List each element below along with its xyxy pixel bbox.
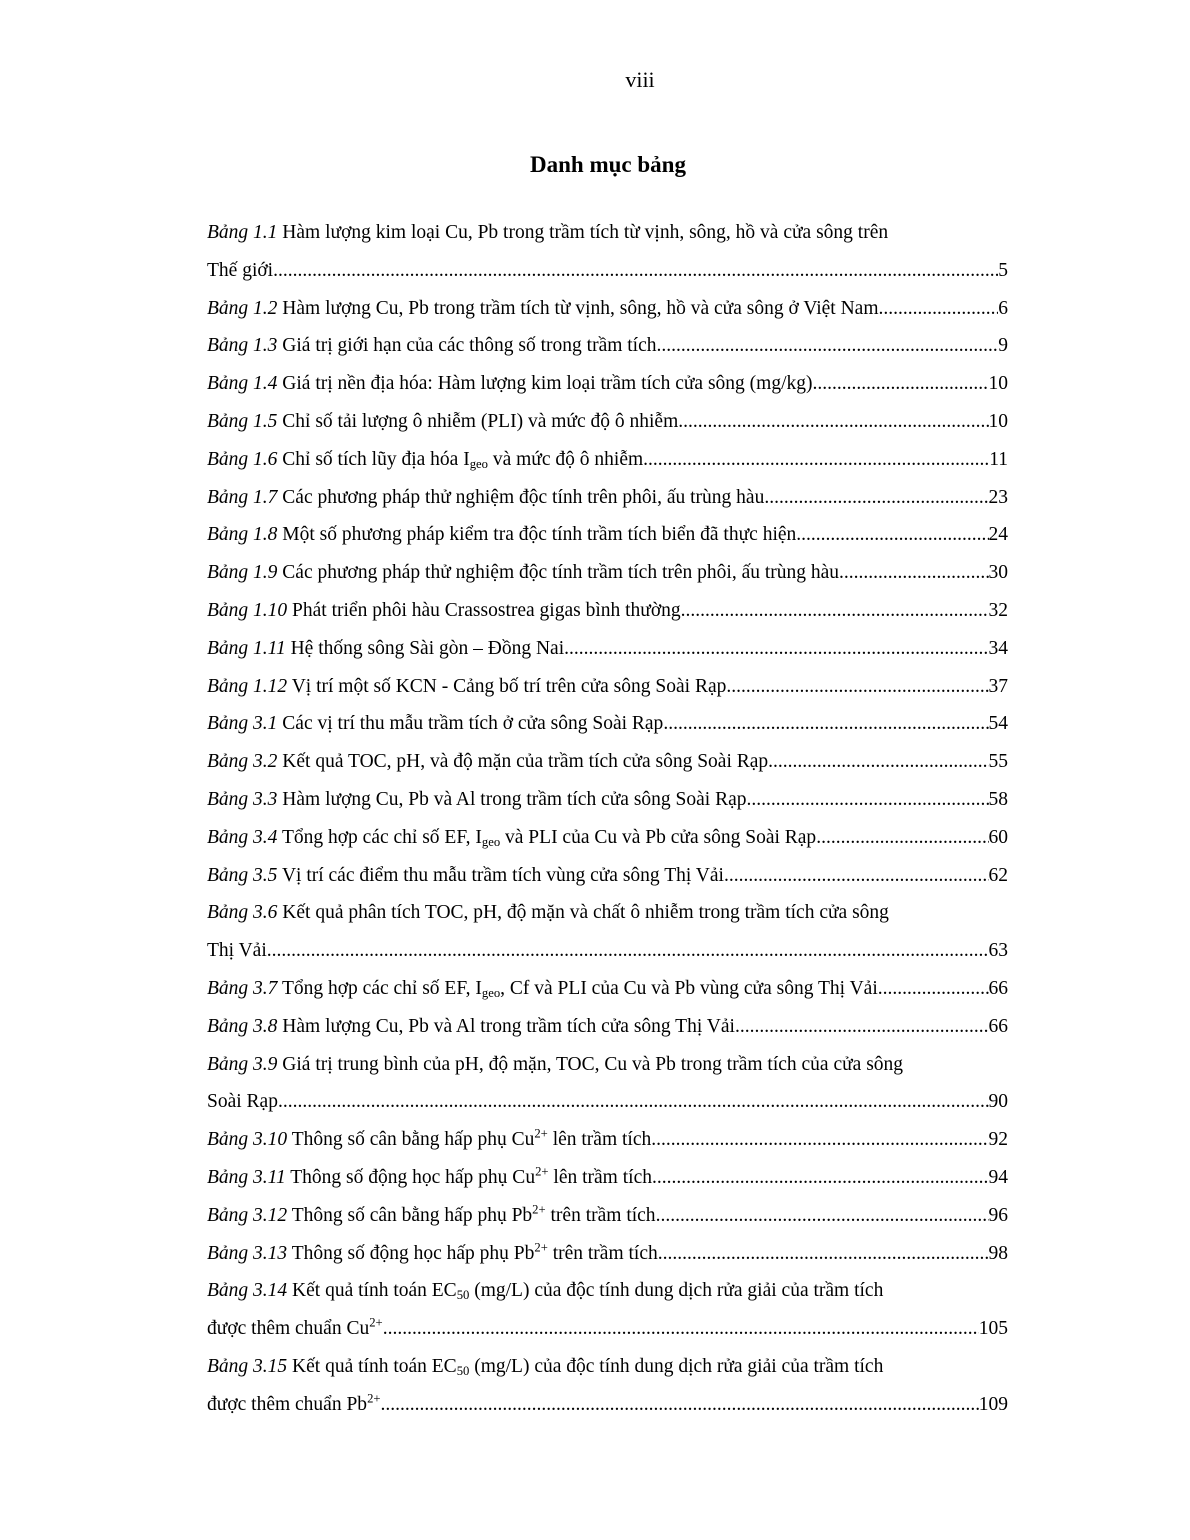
leader-dots xyxy=(652,1159,989,1197)
toc-entry[interactable] xyxy=(207,1159,1008,1197)
leader-dots xyxy=(735,1008,989,1046)
table-label: Bảng 3.6 xyxy=(207,902,278,924)
table-label: Bảng 3.5 xyxy=(207,864,278,886)
table-label: Bảng 3.12 xyxy=(207,1204,288,1226)
page-ref: 9 xyxy=(998,335,1008,357)
toc-entry[interactable] xyxy=(207,630,1008,668)
table-caption: Kết quả tính toán $EC_{50}$ (mg/L) của độc tính dung dịch rửa giải của trầm tích xyxy=(292,1355,884,1379)
table-caption: Hàm lượng Cu, Pb và Al trong trầm tích cửa sông Thị Vải xyxy=(282,1015,735,1037)
leader-dots xyxy=(658,1235,989,1273)
leader-dots xyxy=(839,554,988,592)
table-caption: Thông số cân bằng hấp phụ $Cu^{2+}$ lên trầm tích xyxy=(291,1126,652,1151)
table-label: Bảng 1.2 xyxy=(207,297,278,319)
page-number: viii xyxy=(625,67,655,92)
leader-dots xyxy=(764,479,988,517)
leader-dots xyxy=(663,705,988,743)
table-label: Bảng 1.3 xyxy=(207,335,278,357)
page-ref: 6 xyxy=(998,297,1008,319)
page-ref: 30 xyxy=(988,562,1008,584)
toc-entry[interactable] xyxy=(207,479,1008,517)
table-caption: Kết quả tính toán $EC_{50}$ (mg/L) của độc tính dung dịch rửa giải của trầm tích xyxy=(292,1280,884,1303)
table-caption: Các phương pháp thử nghiệm độc tính trầm tích trên phôi, ấu trùng hàu xyxy=(282,562,840,584)
table-caption: Thông số cân bằng hấp phụ $Pb^{2+}$ trên trầm tích xyxy=(291,1202,656,1226)
page-ref: 63 xyxy=(988,940,1008,962)
table-label: Bảng 3.9 xyxy=(207,1053,278,1075)
table-label: Bảng 1.4 xyxy=(207,373,278,395)
page-ref: 10 xyxy=(988,373,1008,395)
page-ref: 109 xyxy=(978,1393,1008,1415)
table-caption: Vị trí một số KCN - Cảng bố trí trên cửa sông Soài Rạp xyxy=(291,675,727,697)
table-caption: Giá trị giới hạn của các thông số trong trầm tích xyxy=(282,335,657,357)
table-label: Bảng 3.7 xyxy=(207,977,278,999)
table-label: Bảng 3.8 xyxy=(207,1015,278,1037)
table-label: Bảng 1.10 xyxy=(207,599,288,621)
toc-entry[interactable] xyxy=(207,327,1008,365)
toc-entry[interactable] xyxy=(207,516,1008,554)
page-ref: 105 xyxy=(978,1318,1008,1340)
table-caption: Thông số động học hấp phụ $Pb^{2+}$ trên trầm tích xyxy=(291,1239,658,1264)
page-ref: 66 xyxy=(988,977,1008,999)
table-caption-cont: được thêm chuẩn $Cu^{2+}$ xyxy=(207,1315,383,1340)
toc-entry[interactable] xyxy=(207,592,1008,630)
toc-entry[interactable] xyxy=(207,1348,1008,1424)
toc-entry[interactable] xyxy=(207,970,1008,1008)
leader-dots xyxy=(643,441,989,479)
page-ref: 32 xyxy=(988,599,1008,621)
page-ref: 10 xyxy=(988,410,1008,432)
leader-dots xyxy=(796,516,988,554)
page-title: Danh mục bảng xyxy=(530,152,686,177)
toc-entry[interactable] xyxy=(207,365,1008,403)
table-caption: Vị trí các điểm thu mẫu trầm tích vùng cửa sông Thị Vải xyxy=(281,864,724,886)
page-ref: 23 xyxy=(988,486,1008,508)
toc-entry[interactable] xyxy=(207,1272,1008,1348)
table-caption-cont: được thêm chuẩn $Pb^{2+}$ xyxy=(207,1391,381,1415)
leader-dots xyxy=(383,1310,979,1348)
page-ref: 90 xyxy=(988,1091,1008,1113)
leader-dots xyxy=(724,857,989,895)
table-label: Bảng 1.11 xyxy=(207,637,286,659)
table-label: Bảng 1.6 xyxy=(207,448,278,470)
table-caption: Hàm lượng kim loại Cu, Pb trong trầm tích từ vịnh, sông, hồ và cửa sông trên xyxy=(282,222,889,243)
toc-entry[interactable] xyxy=(207,1121,1008,1159)
table-label: Bảng 3.4 xyxy=(207,826,278,848)
toc-entry[interactable] xyxy=(207,743,1008,781)
page-ref: 96 xyxy=(988,1204,1008,1226)
toc-entry[interactable] xyxy=(207,554,1008,592)
leader-dots xyxy=(816,819,988,857)
table-label: Bảng 1.12 xyxy=(207,675,288,697)
table-label: Bảng 3.1 xyxy=(207,713,278,735)
page-ref: 62 xyxy=(988,864,1008,886)
table-caption: Hàm lượng Cu, Pb và Al trong trầm tích cửa sông Soài Rạp xyxy=(282,788,747,810)
table-caption: Tổng hợp các chỉ số EF, $I_{geo}$ và PLI của Cu và Pb cửa sông Soài Rạp xyxy=(281,826,817,849)
table-caption: Một số phương pháp kiểm tra độc tính trầm tích biển đã thực hiện xyxy=(282,524,797,546)
toc-entry[interactable] xyxy=(207,1008,1008,1046)
page-ref: 66 xyxy=(988,1015,1008,1037)
table-label: Bảng 1.9 xyxy=(207,562,278,584)
table-label: Bảng 1.5 xyxy=(207,410,278,432)
toc-entry[interactable] xyxy=(207,819,1008,857)
table-caption: Thông số động học hấp phụ $Cu^{2+}$ lên trầm tích xyxy=(290,1164,652,1188)
leader-dots xyxy=(267,932,989,970)
table-caption: Chỉ số tải lượng ô nhiễm (PLI) và mức độ ô nhiễm xyxy=(282,410,679,432)
table-caption-cont: Thị Vải xyxy=(207,940,267,962)
toc-entry[interactable] xyxy=(207,1235,1008,1273)
toc-entry[interactable] xyxy=(207,441,1008,479)
toc-entry[interactable] xyxy=(207,705,1008,743)
page-ref: 24 xyxy=(988,524,1008,546)
leader-dots xyxy=(381,1386,979,1424)
page-ref: 54 xyxy=(988,713,1008,735)
page-ref: 34 xyxy=(988,637,1008,659)
table-list xyxy=(207,214,1008,1424)
page-ref: 55 xyxy=(988,751,1008,773)
page-ref: 60 xyxy=(988,826,1008,848)
table-caption: Phát triển phôi hàu Crassostrea gigas bình thường xyxy=(292,599,681,621)
table-label: Bảng 1.8 xyxy=(207,524,278,546)
toc-entry[interactable] xyxy=(207,214,1008,290)
table-label: Bảng 3.15 xyxy=(207,1355,288,1377)
table-caption: Các vị trí thu mẫu trầm tích ở cửa sông Soài Rạp xyxy=(282,713,664,735)
page-ref: 98 xyxy=(988,1242,1008,1264)
table-label: Bảng 3.10 xyxy=(207,1129,288,1151)
leader-dots xyxy=(656,1197,989,1235)
toc-entry[interactable] xyxy=(207,290,1008,328)
table-caption-cont: Soài Rạp xyxy=(207,1091,278,1113)
leader-dots xyxy=(657,327,999,365)
toc-entry[interactable] xyxy=(207,1046,1008,1122)
table-caption: Hàm lượng Cu, Pb trong trầm tích từ vịnh, sông, hồ và cửa sông ở Việt Nam xyxy=(282,297,879,319)
leader-dots xyxy=(768,743,988,781)
table-label: Bảng 3.14 xyxy=(207,1280,288,1302)
toc-entry[interactable] xyxy=(207,1197,1008,1235)
toc-entry[interactable] xyxy=(207,894,1008,970)
table-label: Bảng 1.7 xyxy=(207,486,278,508)
toc-entry[interactable] xyxy=(207,781,1008,819)
leader-dots xyxy=(747,781,989,819)
page-ref: 92 xyxy=(988,1129,1008,1151)
leader-dots xyxy=(273,252,998,290)
toc-entry[interactable] xyxy=(207,857,1008,895)
table-label: Bảng 3.13 xyxy=(207,1242,288,1264)
table-label: Bảng 3.3 xyxy=(207,788,278,810)
page-ref: 94 xyxy=(988,1166,1008,1188)
leader-dots xyxy=(879,290,999,328)
leader-dots xyxy=(564,630,988,668)
leader-dots xyxy=(651,1121,988,1159)
page-ref: 5 xyxy=(998,259,1008,281)
page-ref: 37 xyxy=(988,675,1008,697)
leader-dots xyxy=(878,970,989,1008)
table-label: Bảng 1.1 xyxy=(207,222,278,243)
table-label: Bảng 3.11 xyxy=(207,1166,286,1188)
toc-entry[interactable] xyxy=(207,668,1008,706)
table-caption: Chỉ số tích lũy địa hóa $I_{geo}$ và mức độ ô nhiễm xyxy=(282,448,644,471)
toc-entry[interactable] xyxy=(207,403,1008,441)
leader-dots xyxy=(678,403,988,441)
table-caption: Hệ thống sông Sài gòn – Đồng Nai xyxy=(290,637,565,659)
table-caption: Kết quả phân tích TOC, pH, độ mặn và chất ô nhiễm trong trầm tích cửa sông xyxy=(282,902,889,924)
table-caption: Kết quả TOC, pH, và độ mặn của trầm tích cửa sông Soài Rạp xyxy=(282,751,769,773)
page-ref: 11 xyxy=(989,448,1008,470)
leader-dots xyxy=(813,365,989,403)
leader-dots xyxy=(278,1083,989,1121)
table-caption: Tổng hợp các chỉ số EF, $I_{geo}$, Cf và PLI của Cu và Pb vùng cửa sông Thị Vải xyxy=(281,977,878,1001)
leader-dots xyxy=(726,668,988,706)
table-caption: Các phương pháp thử nghiệm độc tính trên phôi, ấu trùng hàu xyxy=(282,486,765,508)
table-caption-cont: Thế giới xyxy=(207,259,274,281)
table-caption: Giá trị nền địa hóa: Hàm lượng kim loại trầm tích cửa sông (mg/kg) xyxy=(282,373,813,395)
table-caption: Giá trị trung bình của pH, độ mặn, TOC, Cu và Pb trong trầm tích của cửa sông xyxy=(282,1053,904,1075)
page-ref: 58 xyxy=(988,788,1008,810)
table-label: Bảng 3.2 xyxy=(207,751,278,773)
leader-dots xyxy=(681,592,989,630)
